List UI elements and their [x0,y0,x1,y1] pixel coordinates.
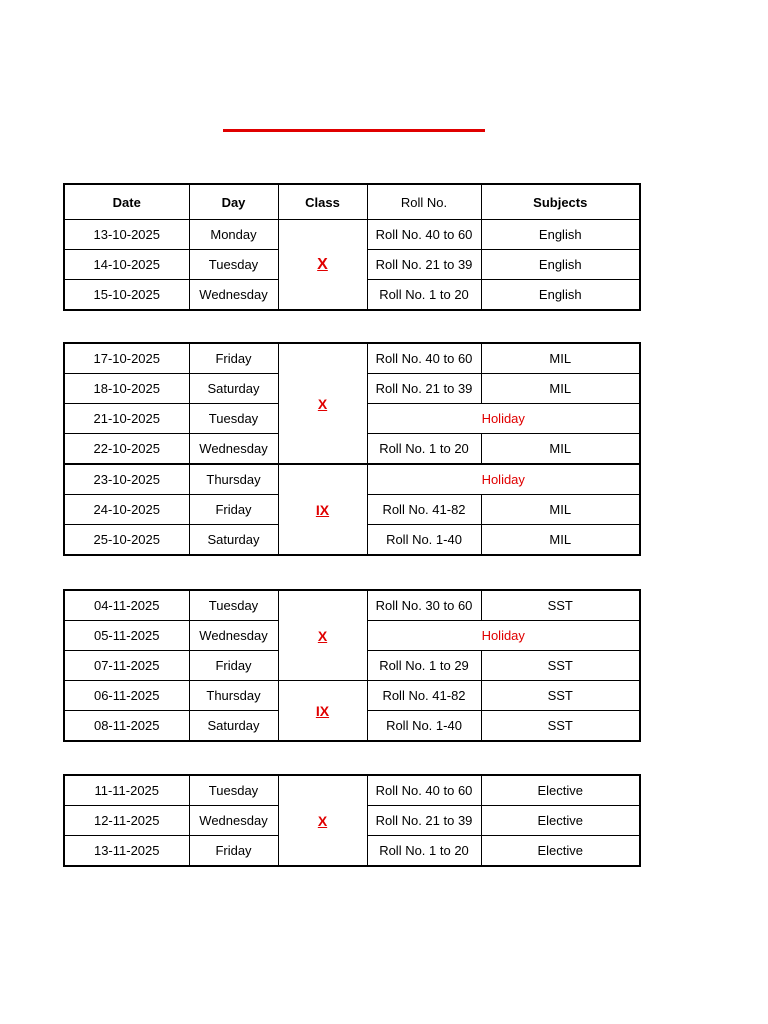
subject-cell: English [481,220,640,250]
day-cell: Wednesday [189,621,278,651]
header-class: Class [278,184,367,220]
roll-cell: Roll No. 40 to 60 [367,220,481,250]
header-subjects: Subjects [481,184,640,220]
header-roll: Roll No. [367,184,481,220]
class-cell [278,464,367,555]
subject-cell: English [481,250,640,280]
subject-cell: MIL [481,495,640,525]
roll-cell: Roll No. 41-82 [367,495,481,525]
holiday-cell: Holiday [367,404,640,434]
subject-cell: Elective [481,806,640,836]
roll-cell: Roll No. 30 to 60 [367,590,481,621]
class-label: IX [315,702,330,719]
class-cell [278,343,367,464]
subject-cell: MIL [481,525,640,556]
subject-cell: SST [481,681,640,711]
date-cell: 17-10-2025 [64,343,189,374]
date-cell: 24-10-2025 [64,495,189,525]
day-cell: Friday [189,343,278,374]
table-header-row [64,184,640,220]
class-label: X [317,255,328,273]
header-date: Date [64,184,189,220]
day-cell: Wednesday [189,434,278,465]
day-cell: Thursday [189,681,278,711]
roll-cell: Roll No. 21 to 39 [367,806,481,836]
day-cell: Monday [189,220,278,250]
date-cell: 14-10-2025 [64,250,189,280]
roll-cell: Roll No. 1-40 [367,525,481,556]
date-cell: 06-11-2025 [64,681,189,711]
day-cell: Friday [189,836,278,867]
day-cell: Tuesday [189,404,278,434]
date-cell: 11-11-2025 [64,775,189,806]
table-row [64,590,640,621]
class-cell [278,590,367,681]
table-row [64,343,640,374]
roll-cell: Roll No. 40 to 60 [367,775,481,806]
date-cell: 25-10-2025 [64,525,189,556]
date-cell: 13-10-2025 [64,220,189,250]
class-label: X [317,395,328,412]
class-cell [278,775,367,866]
holiday-cell: Holiday [367,464,640,495]
date-cell: 12-11-2025 [64,806,189,836]
day-cell: Wednesday [189,806,278,836]
date-cell: 13-11-2025 [64,836,189,867]
subject-cell: English [481,280,640,311]
roll-cell: Roll No. 21 to 39 [367,374,481,404]
header-day: Day [189,184,278,220]
day-cell: Tuesday [189,590,278,621]
table-row [64,220,640,250]
date-cell: 23-10-2025 [64,464,189,495]
table-row [64,775,640,806]
subject-cell: SST [481,590,640,621]
roll-cell: Roll No. 40 to 60 [367,343,481,374]
date-cell: 08-11-2025 [64,711,189,742]
schedule-table-english [63,183,641,311]
class-cell [278,681,367,742]
holiday-cell: Holiday [367,621,640,651]
roll-cell: Roll No. 1 to 20 [367,280,481,311]
table-row [64,464,640,495]
day-cell: Tuesday [189,775,278,806]
subject-cell: Elective [481,775,640,806]
day-cell: Tuesday [189,250,278,280]
subject-cell: Elective [481,836,640,867]
day-cell: Friday [189,651,278,681]
roll-cell: Roll No. 1 to 29 [367,651,481,681]
day-cell: Thursday [189,464,278,495]
schedule-table-mil [63,342,641,556]
schedule-table-elective [63,774,641,867]
date-cell: 07-11-2025 [64,651,189,681]
subject-cell: MIL [481,434,640,465]
roll-cell: Roll No. 1-40 [367,711,481,742]
roll-cell: Roll No. 1 to 20 [367,836,481,867]
day-cell: Wednesday [189,280,278,311]
roll-cell: Roll No. 21 to 39 [367,250,481,280]
date-cell: 04-11-2025 [64,590,189,621]
day-cell: Saturday [189,374,278,404]
subject-cell: MIL [481,343,640,374]
subject-cell: SST [481,711,640,742]
class-label: IX [315,501,330,518]
subject-cell: MIL [481,374,640,404]
date-cell: 18-10-2025 [64,374,189,404]
class-cell [278,220,367,311]
class-label: X [317,627,328,644]
class-label: X [317,812,328,829]
roll-cell: Roll No. 1 to 20 [367,434,481,465]
title-underline [223,129,485,132]
date-cell: 21-10-2025 [64,404,189,434]
subject-cell: SST [481,651,640,681]
table-row [64,681,640,711]
date-cell: 05-11-2025 [64,621,189,651]
day-cell: Saturday [189,711,278,742]
date-cell: 22-10-2025 [64,434,189,465]
roll-cell: Roll No. 41-82 [367,681,481,711]
day-cell: Saturday [189,525,278,556]
schedule-table-sst [63,589,641,742]
day-cell: Friday [189,495,278,525]
date-cell: 15-10-2025 [64,280,189,311]
